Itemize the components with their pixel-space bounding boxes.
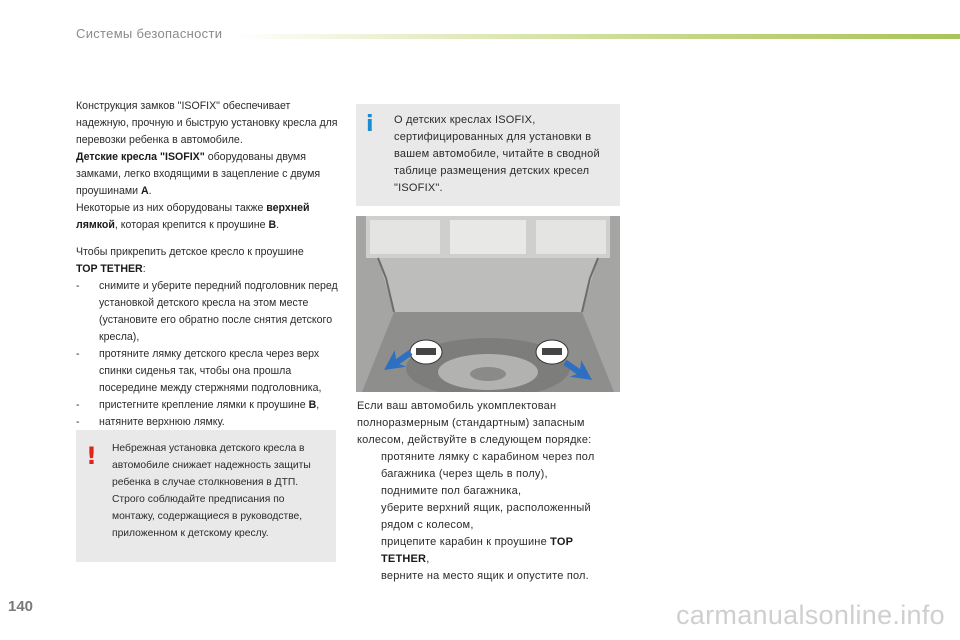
trunk-illustration xyxy=(356,216,620,392)
anchor-slot-right xyxy=(542,348,562,355)
paragraph-top-tether xyxy=(76,244,338,278)
label-ring-b: B xyxy=(268,219,277,231)
label-ring-a: A xyxy=(141,185,149,197)
step-text: натяните верхнюю лямку. xyxy=(99,416,225,428)
step-text: поднимите пол багажника, xyxy=(381,485,522,497)
trunk-photo xyxy=(356,216,620,392)
info-text: О детских креслах ISOFIX, сертифицированных для установки в вашем автомобиле, читайте в сводной таблице размещения детских кресел "ISOFIX". xyxy=(394,114,600,194)
shelf-panel-center xyxy=(450,220,526,254)
text-isofix-locks: оборудованы двумя замками, легко входящими в зацепление с двумя проушинами xyxy=(76,151,321,197)
text-top-tether: TOP TETHER xyxy=(76,263,143,275)
step-text: пристегните крепление лямки к проушине xyxy=(99,399,309,411)
text-comma: , xyxy=(316,399,320,411)
info-box xyxy=(356,104,620,206)
text-period: . xyxy=(276,219,280,231)
step-text: верните на место ящик и опустите пол. xyxy=(381,570,589,582)
warning-box xyxy=(76,430,336,562)
paragraph-isofix xyxy=(76,98,338,234)
list-item xyxy=(357,568,621,585)
text-comma: , xyxy=(426,553,430,565)
section-title: Системы безопасности xyxy=(76,26,223,41)
text-period: . xyxy=(148,185,152,197)
step-text: протяните лямку детского кресла через верх спинки сиденья так, чтобы она прошла посередине между стержнями подголовника, xyxy=(99,348,322,394)
left-column xyxy=(76,98,338,431)
trunk-back-wall xyxy=(378,258,598,312)
dash-marker: - xyxy=(76,280,80,292)
list-item xyxy=(76,346,338,397)
header-accent-bar xyxy=(236,34,960,39)
list-item xyxy=(357,534,621,568)
page-number: 140 xyxy=(8,598,34,615)
wheel-hub xyxy=(470,367,506,381)
text-isofix-seats: Детские кресла "ISOFIX" xyxy=(76,151,205,163)
text-top-strap: верхней лямкой xyxy=(76,202,310,231)
step-text: уберите верхний ящик, расположенный рядом с колесом, xyxy=(381,502,591,531)
shelf-panel-left xyxy=(370,220,440,254)
dash-marker: - xyxy=(76,399,80,411)
text-top-tether: TOP TETHER xyxy=(381,536,573,565)
list-item xyxy=(357,449,621,483)
top-tether-steps xyxy=(76,278,338,431)
spare-wheel-steps xyxy=(357,449,621,585)
step-text: прицепите карабин к проушине xyxy=(381,536,551,548)
shelf-panel-right xyxy=(536,220,606,254)
text-to-attach: Чтобы прикрепить детское кресло к проушине xyxy=(76,246,304,258)
list-item xyxy=(76,278,338,346)
anchor-slot-left xyxy=(416,348,436,355)
list-item xyxy=(76,414,338,431)
list-item xyxy=(357,483,621,500)
step-text: снимите и уберите передний подголовник перед установкой детского кресла на этом месте (установите его обратно после снятия детского кресла), xyxy=(99,280,338,343)
info-icon: i xyxy=(366,112,374,137)
spare-wheel-intro: Если ваш автомобиль укомплектован полноразмерным (стандартным) запасным колесом, действуйте в следующем порядке: xyxy=(357,400,592,446)
text-isofix-intro: Конструкция замков "ISOFIX" обеспечивает надежную, прочную и быструю установку кресла для перевозки ребенка в автомобиле. xyxy=(76,100,338,146)
dash-marker: - xyxy=(76,348,80,360)
dash-marker: - xyxy=(76,416,80,428)
list-item xyxy=(357,500,621,534)
warning-icon: ! xyxy=(86,442,97,470)
label-ring-b: B xyxy=(308,399,317,411)
step-text: протяните лямку с карабином через пол багажника (через щель в полу), xyxy=(381,451,595,480)
text-attaches: , которая крепится к проушине xyxy=(114,219,269,231)
list-item xyxy=(76,397,338,414)
right-column xyxy=(357,398,621,585)
warning-text: Небрежная установка детского кресла в автомобиле снижает надежность защиты ребенка в случае столкновения в ДТП. Строго соблюдайте предписания по монтажу, содержащиеся в руководстве, приложенном к детскому креслу. xyxy=(112,443,311,539)
text-some-also: Некоторые из них оборудованы также xyxy=(76,202,267,214)
text-colon: : xyxy=(142,263,146,275)
watermark: carmanualsonline.info xyxy=(676,600,945,630)
